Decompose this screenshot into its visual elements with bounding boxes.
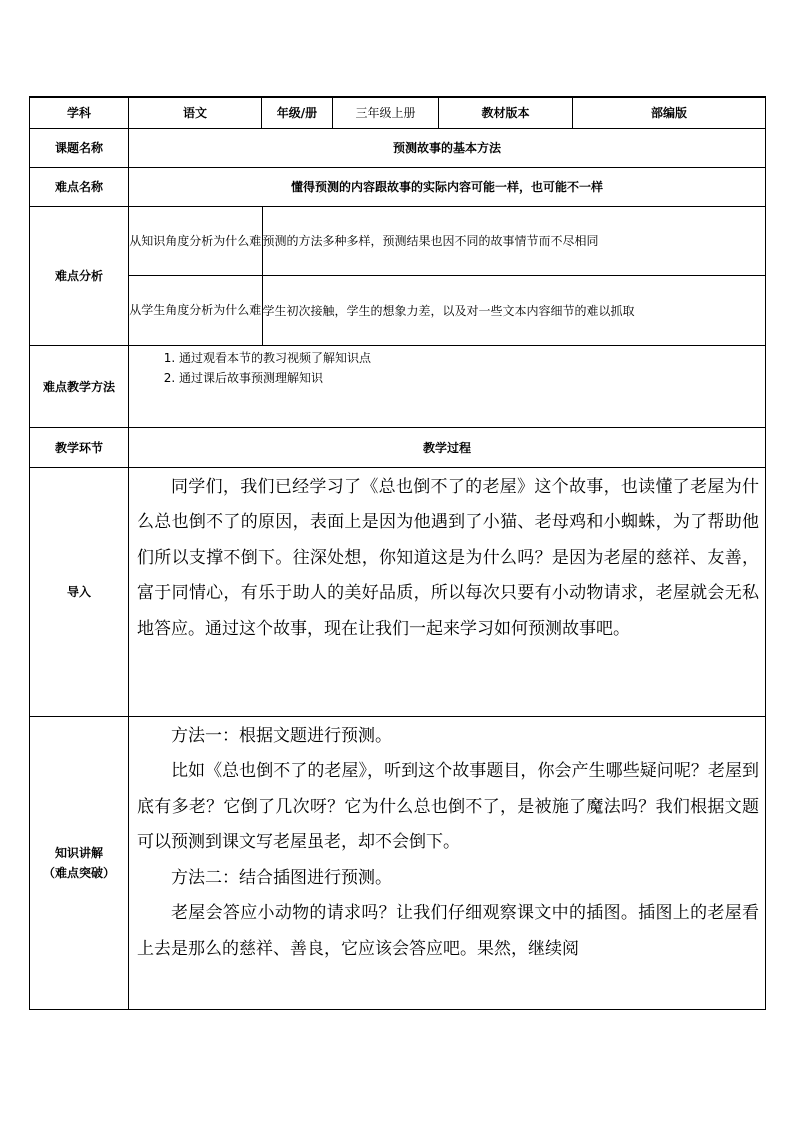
intro-paragraph: 同学们，我们已经学习了《总也倒不了的老屋》这个故事，也读懂了老屋为什么总也倒不了的原因，表面上是因为他遇到了小猫、老母鸡和小蜘蛛，为了帮助他们所以支撑不倒下。往深处想，你知道这是为什么吗？是因为老屋的慈祥、友善，富于同情心，有乐于助人的美好品质，所以每次只要有小动物请求，老屋就会无私地答应。通过这个故事，现在让我们一起来学习如何预测故事吧。: [137, 476, 759, 639]
analysis-row: [30, 206, 766, 345]
lesson-plan-table: [29, 96, 766, 1010]
analysis-subtable: [129, 207, 765, 345]
intro-cell: [129, 467, 766, 716]
method-item: 1. 通过观看本节的教习视频了解知识点: [179, 348, 765, 368]
methods-list: [129, 346, 765, 388]
knowledge-text-block: [129, 717, 765, 968]
knowledge-label: 知识讲解: [54, 845, 103, 860]
student-angle-label: 从学生角度分析为什么难: [129, 276, 262, 345]
knowledge-paragraph: 比如《总也倒不了的老屋》，听到这个故事题目，你会产生哪些疑问呢？老屋到底有多老？它倒了几次呀？它为什么总也倒不了，是被施了魔法吗？我们根据文题可以预测到课文写老屋虽老，却不会倒下。: [137, 761, 759, 852]
analysis-cell: [129, 206, 766, 345]
subject-value: 语文: [129, 97, 262, 128]
edition-value: 部编版: [573, 97, 766, 128]
knowledge-paragraph: 方法二：结合插图进行预测。: [171, 867, 392, 888]
student-angle-text: 学生初次接触，学生的想象力差，以及对一些文本内容细节的难以抓取: [262, 303, 635, 318]
knowledge-angle-label: 从知识角度分析为什么难: [129, 207, 262, 276]
grade-label: 年级/册: [262, 97, 333, 128]
topic-row: [30, 128, 766, 167]
difficulty-label: 难点名称: [30, 167, 129, 206]
intro-text-block: [129, 468, 765, 648]
topic-label: 课题名称: [30, 128, 129, 167]
analysis-label: 难点分析: [30, 206, 129, 345]
info-row: [30, 97, 766, 128]
methods-label: 难点教学方法: [30, 345, 129, 427]
stage-label: 教学环节: [30, 427, 129, 467]
knowledge-row: [30, 716, 766, 1009]
edition-label: 教材版本: [439, 97, 573, 128]
subject-label: 学科: [30, 97, 129, 128]
difficulty-row: [30, 167, 766, 206]
methods-cell: [129, 345, 766, 427]
method-item: 2. 通过课后故事预测理解知识: [179, 368, 765, 388]
topic-value: 预测故事的基本方法: [129, 128, 766, 167]
intro-label: 导入: [30, 467, 129, 716]
process-header-row: [30, 427, 766, 467]
methods-row: [30, 345, 766, 427]
knowledge-label-cell: [30, 716, 129, 1009]
knowledge-label-sub: （难点突破）: [42, 865, 115, 880]
process-label: 教学过程: [129, 427, 766, 467]
knowledge-paragraph: 方法一：根据文题进行预测。: [171, 725, 392, 746]
difficulty-value: 懂得预测的内容跟故事的实际内容可能一样，也可能不一样: [129, 167, 766, 206]
knowledge-paragraph: 老屋会答应小动物的请求吗？让我们仔细观察课文中的插图。插图上的老屋看上去是那么的慈祥、善良，它应该会答应吧。果然，继续阅: [137, 903, 759, 959]
knowledge-cell: [129, 716, 766, 1009]
intro-row: [30, 467, 766, 716]
knowledge-angle-text: 预测的方法多种多样，预测结果也因不同的故事情节而不尽相同: [262, 207, 765, 276]
grade-value: 三年级上册: [333, 97, 439, 128]
